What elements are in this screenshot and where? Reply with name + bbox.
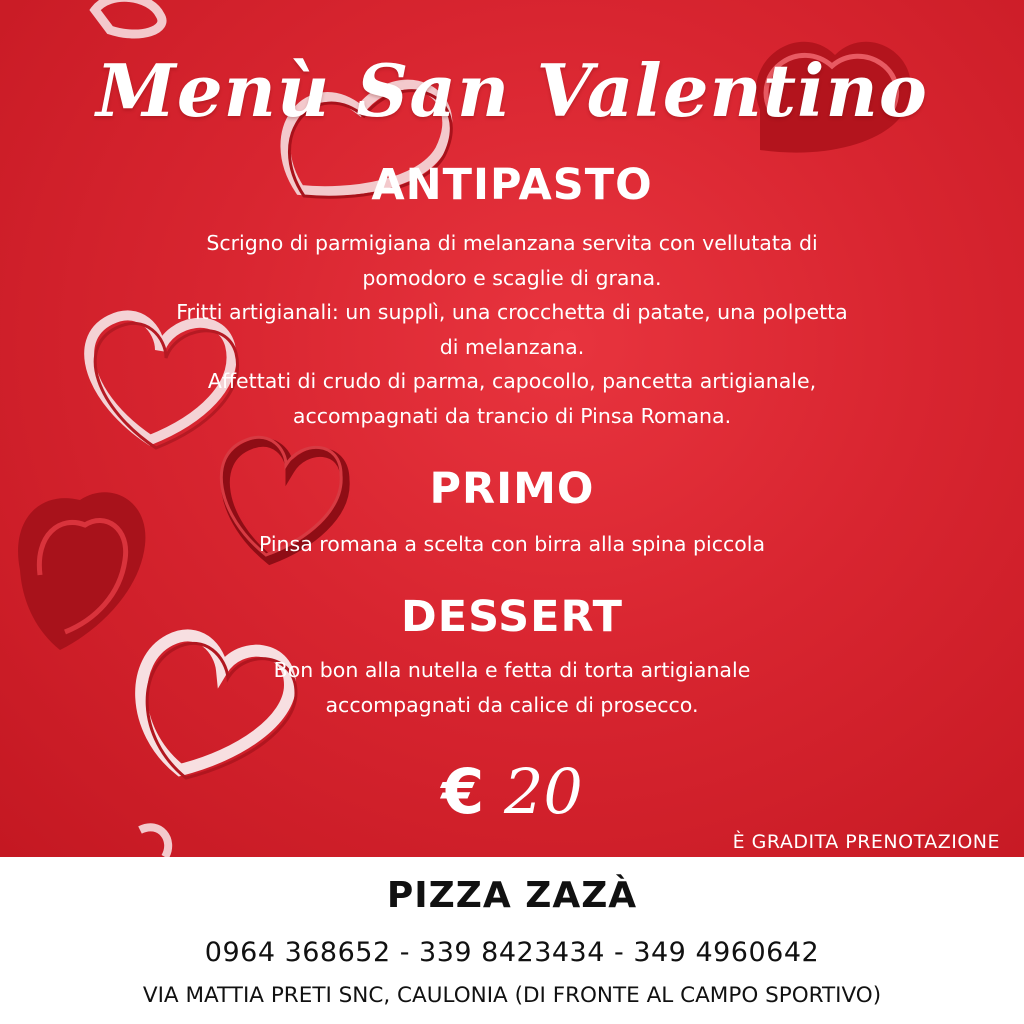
menu-line: Bon bon alla nutella e fetta di torta artigianale [273, 658, 751, 682]
menu-line: Fritti artigianali: un supplì, una crocchetta di patate, una polpetta [176, 300, 848, 324]
antipasto-description [62, 226, 962, 433]
menu-line: accompagnati da calice di prosecco. [325, 692, 699, 717]
restaurant-address: VIA MATTIA PRETI SNC, CAULONIA (DI FRONTE AL CAMPO SPORTIVO) [142, 983, 882, 1008]
menu-line: Scrigno di parmigiana di melanzana servita con vellutata di [206, 231, 818, 255]
antipasto-heading: ANTIPASTO [371, 160, 653, 210]
reservation-note: È GRADITA PRENOTAZIONE [732, 831, 1000, 853]
menu-price [0, 752, 1024, 832]
price-amount: 20 [503, 755, 583, 828]
primo-heading: PRIMO [429, 464, 595, 514]
menu-title: Menù San Valentino [96, 48, 928, 133]
menu-line: di melanzana. [439, 334, 585, 359]
menu-line: pomodoro e scaglie di grana. [362, 265, 662, 290]
menu-line: Affettati di crudo di parma, capocollo, pancetta artigianale, [207, 369, 817, 393]
dessert-heading: DESSERT [401, 592, 623, 642]
footer [0, 857, 1024, 1024]
primo-description [62, 527, 962, 562]
phone-numbers: 0964 368652 - 339 8423434 - 349 4960642 [204, 937, 820, 968]
restaurant-name: PIZZA ZAZÀ [386, 875, 638, 916]
dessert-description [62, 653, 962, 722]
price-currency: € [441, 755, 485, 828]
menu-line: accompagnati da trancio di Pinsa Romana. [292, 403, 732, 428]
menu-line: Pinsa romana a scelta con birra alla spina piccola [258, 532, 766, 556]
